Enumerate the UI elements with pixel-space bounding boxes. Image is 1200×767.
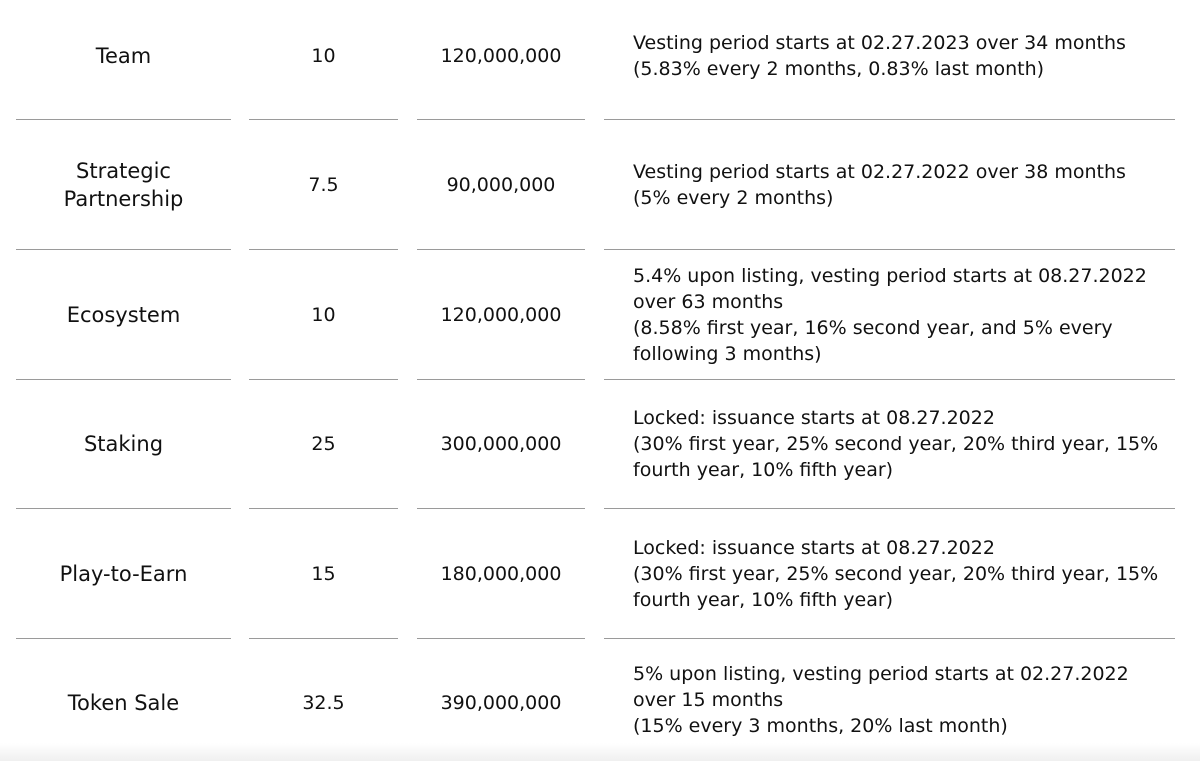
allocation-name bbox=[16, 0, 231, 112]
allocation-amount: 390,000,000 bbox=[440, 692, 562, 714]
allocation-percent: 25 bbox=[311, 433, 336, 455]
table-row bbox=[0, 509, 1200, 638]
allocation-percent: 7.5 bbox=[308, 173, 339, 196]
allocation-percent: 32.5 bbox=[302, 692, 345, 714]
allocation-vesting-text: Vesting period starts at 02.27.2022 over 38 months (5% every 2 months) bbox=[633, 160, 1126, 209]
allocation-amount: 90,000,000 bbox=[446, 173, 556, 196]
allocation-percent: 10 bbox=[311, 303, 336, 326]
allocation-name-text: Ecosystem bbox=[66, 302, 181, 327]
allocation-name bbox=[16, 380, 231, 508]
allocation-vesting bbox=[633, 120, 1178, 249]
allocation-name bbox=[16, 509, 231, 638]
table-row bbox=[0, 380, 1200, 508]
allocation-vesting bbox=[633, 380, 1178, 508]
allocation-name-text: Staking bbox=[83, 432, 164, 456]
allocation-vesting bbox=[633, 250, 1178, 379]
allocation-amount: 120,000,000 bbox=[440, 303, 562, 326]
allocation-name bbox=[16, 120, 231, 249]
table-row bbox=[0, 0, 1200, 112]
allocation-vesting bbox=[633, 0, 1178, 112]
allocation-percent: 10 bbox=[311, 45, 336, 67]
allocation-vesting-text: Locked: issuance starts at 08.27.2022 (30% first year, 25% second year, 20% third year, 15% fourth year, 10% fifth year) bbox=[633, 536, 1159, 611]
allocation-vesting-text: 5.4% upon listing, vesting period starts at 08.27.2022 over 63 months (8.58% first year, 16% second year, and 5% every following 3 months) bbox=[633, 264, 1147, 365]
allocation-vesting-text: Vesting period starts at 02.27.2023 over 34 months (5.83% every 2 months, 0.83% last month) bbox=[633, 32, 1126, 80]
allocation-amount: 300,000,000 bbox=[440, 433, 562, 455]
allocation-vesting-text: 5% upon listing, vesting period starts at 02.27.2022 over 15 months (15% every 3 months, 20% last month) bbox=[633, 663, 1129, 737]
allocation-name-text: Play-to-Earn bbox=[59, 561, 188, 586]
allocation-name-text: Strategic Partnership bbox=[63, 158, 184, 211]
allocation-amount: 180,000,000 bbox=[440, 562, 562, 585]
bottom-fade bbox=[0, 743, 1200, 761]
allocation-amount: 120,000,000 bbox=[440, 45, 562, 67]
allocation-name-text: Token Sale bbox=[67, 691, 180, 715]
table-row bbox=[0, 250, 1200, 379]
table-row bbox=[0, 120, 1200, 249]
allocation-percent: 15 bbox=[311, 562, 336, 585]
allocation-vesting bbox=[633, 509, 1178, 638]
allocation-vesting-text: Locked: issuance starts at 08.27.2022 (30% first year, 25% second year, 20% third year, 15% fourth year, 10% fifth year) bbox=[633, 407, 1159, 481]
allocation-name-text: Team bbox=[95, 44, 152, 68]
allocation-name bbox=[16, 250, 231, 379]
